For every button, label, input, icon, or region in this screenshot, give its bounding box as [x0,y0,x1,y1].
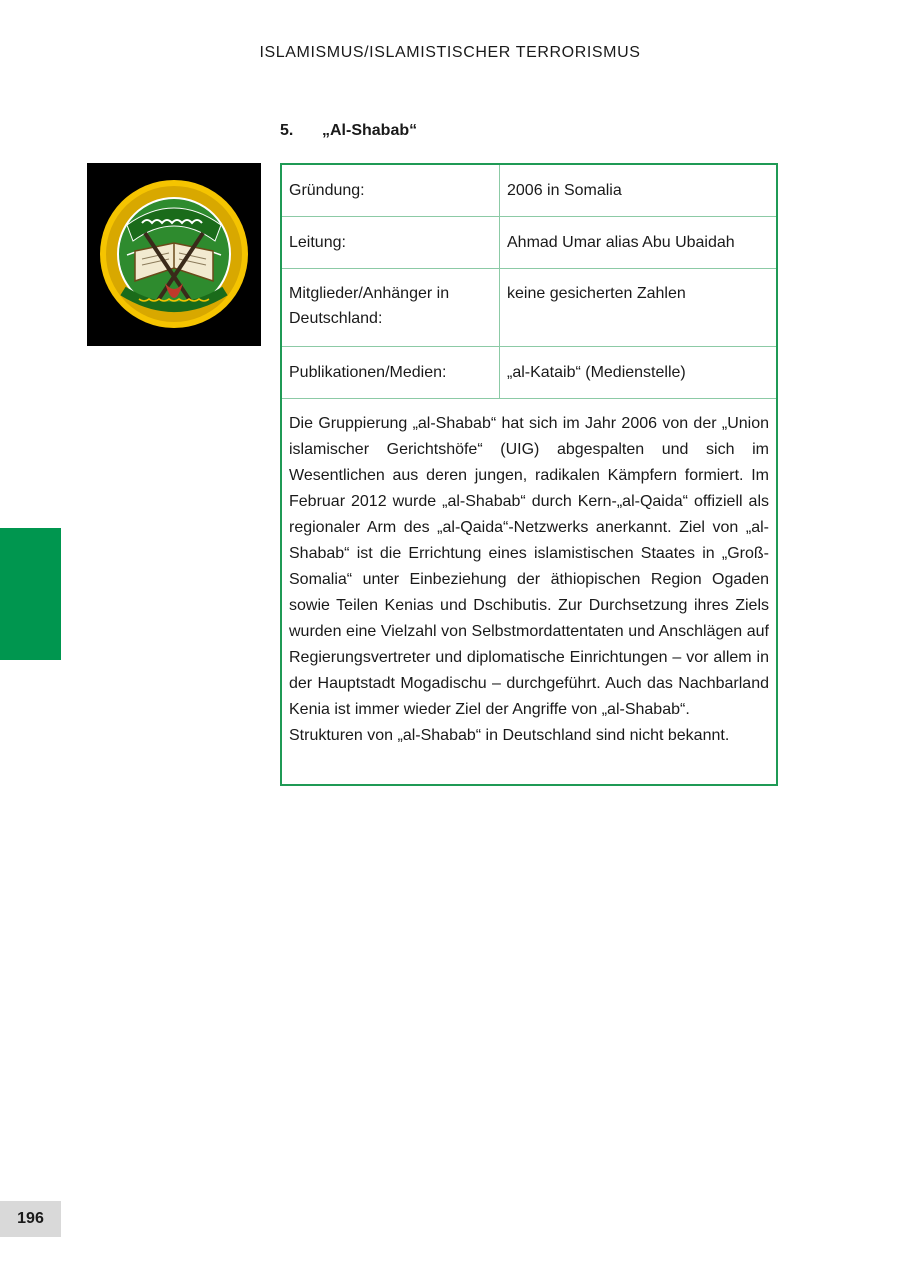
fact-label: Mitglieder/Anhänger in Deutschland: [282,269,500,346]
fact-value: „al-Kataib“ (Medienstelle) [507,364,686,381]
section-number: 5. [280,122,294,139]
running-head: ISLAMISMUS/ISLAMISTISCHER TERRORISMUS [259,44,641,61]
section-heading [280,122,417,140]
fact-row-leadership [282,217,776,269]
fact-value: 2006 in Somalia [507,182,622,199]
fact-row-founding [282,165,776,217]
al-shabab-emblem-icon [87,163,261,346]
fact-value: keine gesicherten Zahlen [507,285,686,302]
fact-label: Leitung: [282,217,500,268]
section-title: „Al-Shabab“ [322,122,418,139]
fact-table [280,163,778,786]
description [289,411,769,749]
description-closing: Strukturen von „al-Shabab“ in Deutschland sind nicht bekannt. [289,727,730,744]
description-paragraph: Die Gruppierung „al-Shabab“ hat sich im Jahr 2006 von der „Union islamischer Gerichtshöfe“ (UIG) abgespalten und sich im Wesentlichen aus deren jungen, radikalen Kämpfern formiert. Im Februar 2012 wurde „al-Shabab“ durch Kern-„al-Qaida“ offiziell als regionaler Arm des „al-Qaida“-Netzwerks anerkannt. Ziel von „al-Shabab“ ist die Errichtung eines islamistischen Staates in „Groß-Somalia“ unter Einbeziehung der äthiopischen Region Ogaden sowie Teilen Kenias und Dschibutis. Zur Durchsetzung ihres Ziels wurden eine Vielzahl von Selbstmordattentaten und Anschlägen auf Regierungsvertreter und diplomatische Einrichtungen – vor allem in der Hauptstadt Mogadischu – durchgeführt. Auch das Nachbarland Kenia ist immer wieder Ziel der Angriffe von „al-Shabab“. [289,415,769,718]
page-number: 196 [0,1201,61,1237]
fact-row-publications [282,347,776,399]
fact-row-members [282,269,776,347]
al-shabab-emblem-image [87,163,261,346]
fact-value: Ahmad Umar alias Abu Ubaidah [507,234,735,251]
fact-label: Gründung: [282,165,500,216]
chapter-marker-tab [0,528,61,660]
fact-label: Publikationen/Medien: [282,347,500,398]
